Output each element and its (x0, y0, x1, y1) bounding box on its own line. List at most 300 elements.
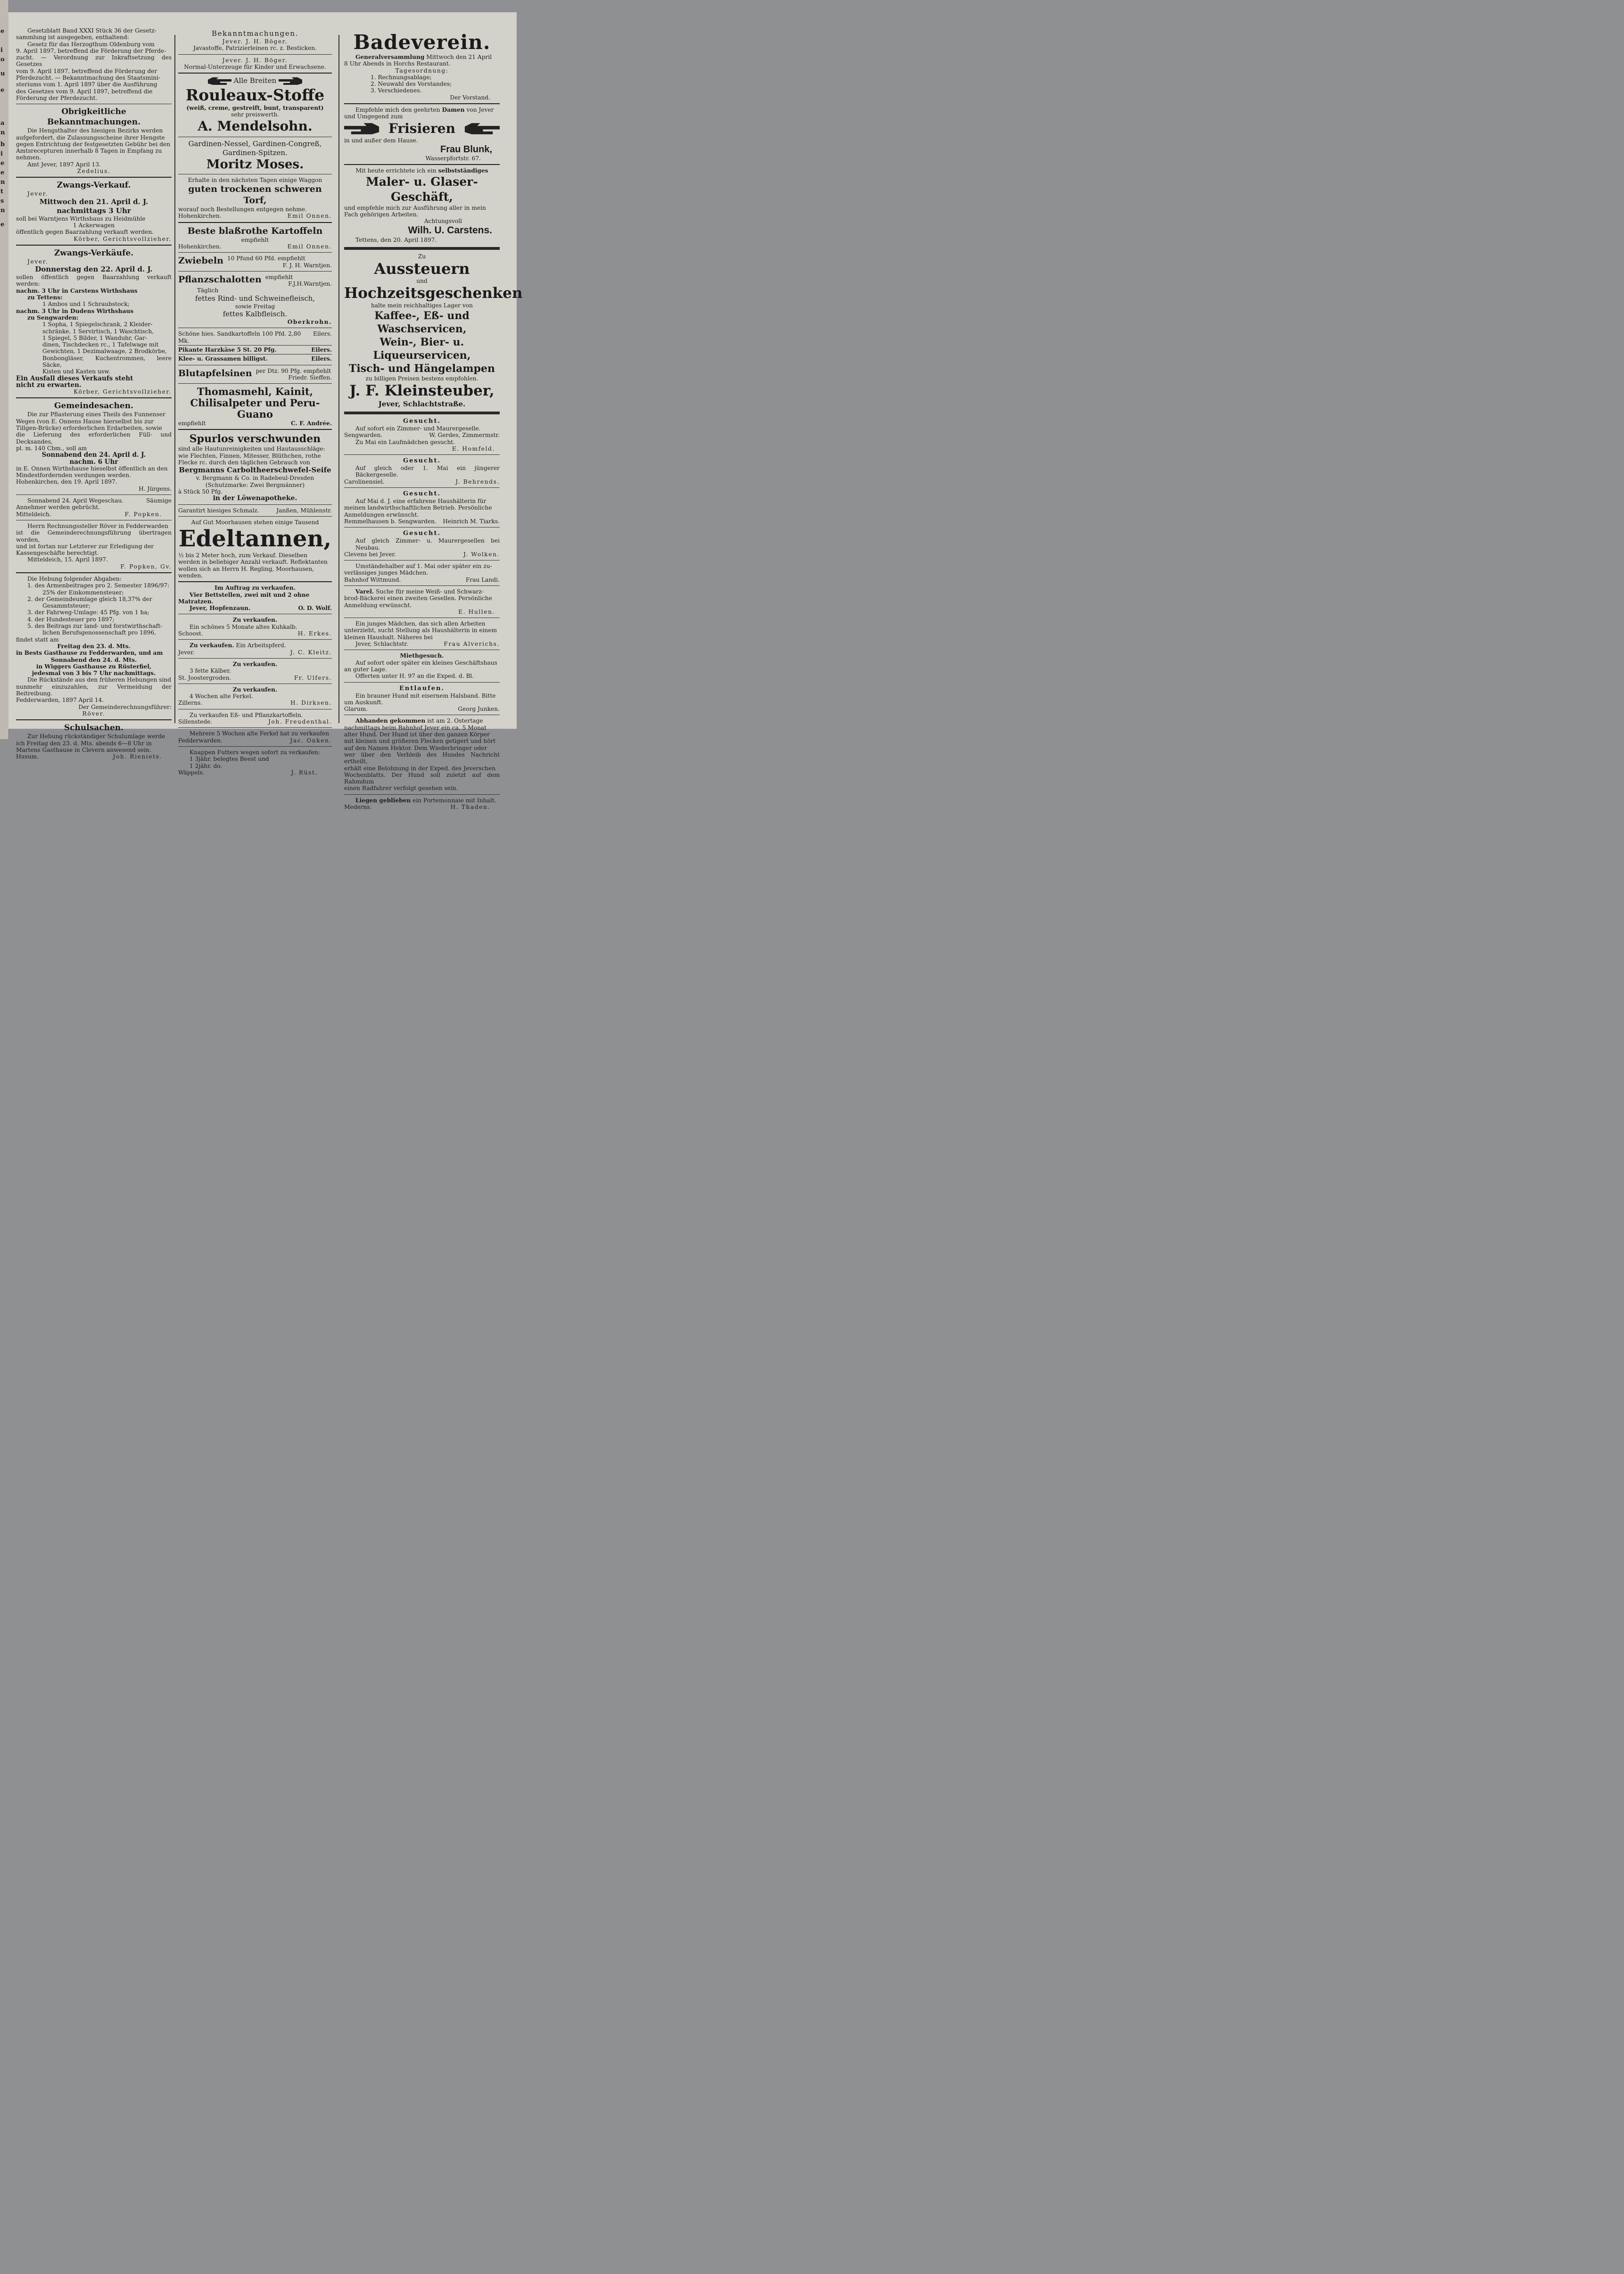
text-line: Die Hengsthalter des hiesigen Bezirks werden (27, 127, 163, 134)
text-line: sind alle Hautunreinigkeiten und Hautausschläge: (178, 445, 325, 453)
divider (16, 572, 172, 573)
ad-headline: Aussteuern (374, 260, 470, 278)
text-line: Garantirt hiesiges Schmalz. (178, 507, 259, 514)
signature: F. Popken. (124, 511, 162, 518)
signature: C. F. Andrée. (291, 420, 332, 427)
text-line: des Gesetzes vom 9. April 1897, betreffend die (16, 88, 153, 95)
bekanntmachungen-ad (178, 29, 332, 70)
badeverein-ad (344, 31, 500, 101)
place-date: Hohenkirchen, den 19. April 1897. (16, 478, 117, 486)
text-line: zu billigen Preisen bestens empfohlen. (365, 375, 478, 382)
ad-headline: Rouleaux-Stoffe (185, 86, 325, 105)
zwiebeln-ad (178, 255, 332, 269)
divider (344, 585, 500, 586)
text-line: 1 2jähr. do. (190, 762, 223, 769)
text-line: Mehrere 5 Wochen alte Ferkel hat zu verkaufen (190, 730, 330, 737)
text-line: an guter Lage. (344, 666, 387, 673)
signature: Joh. Freudenthal. (268, 718, 332, 725)
newspaper-page (8, 12, 523, 810)
text-line: nunmehr einzuzahlen, zur Vermeidung der Beitreibung. (16, 683, 172, 697)
signature: Eilers. (311, 346, 332, 353)
place: Clevens bei Jever. (344, 551, 396, 558)
section-title: Zu verkaufen. (190, 642, 234, 649)
place: Bahnhof Wittmund. (344, 576, 401, 583)
pointing-hand-icon (206, 76, 231, 86)
maedchen-ad (344, 620, 500, 647)
text-line: dinen, Tischdecken rc., 1 Tafelwage mit (42, 341, 159, 348)
text-line: findet statt am (16, 636, 59, 643)
divider (16, 494, 172, 495)
section-title: Obrigkeitliche Bekanntmachungen. (47, 107, 140, 127)
seife-ad (178, 432, 332, 502)
text-line: wollen sich an Herrn H. Regling, Moorhausen, (178, 565, 314, 572)
section-title: Gesucht. (403, 490, 441, 498)
text-line: in der Löwenapotheke. (213, 494, 297, 503)
umstaende-ad (344, 563, 500, 583)
list-item: 3. Verschiedenes. (371, 87, 422, 94)
place: Carolinensiel. (344, 478, 385, 485)
margin-letter: o (0, 56, 5, 63)
text-line: und (416, 278, 428, 285)
place: Schoost. (178, 630, 203, 637)
signature: Frau Landi. (465, 576, 500, 583)
text-line: Herrn Rechnungssteller Röver in Fedderwarden (27, 522, 168, 529)
varel-ad (344, 588, 500, 615)
fleisch-ad (178, 287, 332, 325)
text-line: Alle Breiten (233, 76, 277, 85)
text-line: Auf gleich Zimmer- u. Maurergesellen bei Neubau. (355, 537, 500, 551)
text-line: Die Hebung folgender Abgaben: (27, 576, 122, 582)
margin-letter: a (0, 120, 5, 127)
text-line: Tillgen-Brücke) erforderlichen Erdarbeiten, sowie (16, 425, 162, 432)
text-line: wer über den Verbleib des Hundes Nachricht ertheilt, (344, 751, 500, 765)
text-line: Ein Ausfall dieses Verkaufs steht (16, 374, 133, 382)
margin-letter: e (0, 169, 5, 176)
place-date: Mitteldeich, 15. April 1897. (27, 556, 108, 563)
text-line: fettes Rind- und Schweinefleisch, (195, 294, 315, 303)
text-line: Annehmer werden gebrücht. (16, 504, 100, 511)
text-line: 3 fette Kälber. (190, 667, 231, 675)
text-line: empfiehlt (265, 273, 293, 280)
text-line: Weges (von E. Onnens Hause hierselbst bis zur (16, 418, 154, 425)
place: Hohenkirchen. (178, 243, 222, 250)
text-line: Auf gleich oder 1. Mai ein jüngerer Bäckergeselle. (355, 465, 500, 478)
text-line: 3. der Fahrweg-Umlage: 45 Pfg. von 1 ha; (27, 609, 149, 616)
text-line: erhält eine Belohnung in der Exped. des Jeverschen (344, 765, 496, 772)
firm-name: Moritz Moses. (206, 157, 304, 172)
divider (178, 73, 332, 74)
gardinen-ad (178, 140, 332, 172)
text-line: Anmeldung erwünscht. (344, 601, 412, 609)
text-line: Fach gehörigen Arbeiten. (344, 211, 419, 218)
place: Jever. (178, 649, 195, 656)
divider (178, 639, 332, 640)
signature: Heinrich M. Tiarks. (443, 518, 500, 525)
section-title: Zu verkaufen. (232, 617, 278, 624)
zwangsverkauf-2 (16, 248, 172, 395)
section-title: Zu verkaufen. (232, 686, 278, 693)
text-line: Tagesordnung: (395, 67, 449, 74)
text-line: Der Gemeinderechnungsführer: (78, 703, 172, 710)
text-line: Sonnabend den 24. April d. J. (41, 451, 146, 459)
text-line: nachm. 3 Uhr in Carstens Wirthshaus (16, 287, 138, 294)
text-line: kleinen Haushalt. Näheres bei (344, 634, 433, 641)
text-line: Kisten und Kasten usw. (42, 368, 110, 375)
text-line: Achtungsvoll (424, 218, 462, 225)
text-line: Die Rückstände aus den früheren Hebungen sind (27, 676, 172, 684)
text-line: Jever. J. H. Böger. (222, 38, 288, 45)
text-line: 9. April 1897, betreffend die Förderung der Pferde- (16, 47, 166, 54)
section-title: Zwangs-Verkäufe. (54, 248, 134, 258)
divider (178, 746, 332, 747)
signature: Friedr. Sieffen. (288, 374, 332, 381)
text-line: Offerten unter H. 97 an die Exped. d. Bl. (355, 673, 474, 680)
divider (178, 54, 332, 55)
text-line: Zur Hebung rückständiger Schulumlage werde (27, 733, 165, 740)
text-line: Gesetz für das Herzogthum Oldenburg vom (27, 41, 155, 48)
list-item: 1. Rechnungsablage; (371, 74, 432, 81)
signature: Fr. Ulfers. (294, 674, 332, 681)
text-line: Gewichten, 1 Dezimalwaage, 2 Brodkörbe, (42, 348, 167, 355)
section-title: Gesucht. (403, 417, 441, 425)
signature: H. Dirksen. (290, 700, 332, 707)
text-line: schränke, 1 Servirtisch, 1 Waschtisch, (42, 328, 154, 335)
gesucht-2 (344, 457, 500, 485)
place: Remmelhausen b. Sengwarden. (344, 518, 437, 525)
margin-letter: n (0, 129, 5, 136)
text-line: Klee- u. Grassamen billigst. (178, 355, 268, 363)
signature: Frau Alverichs. (444, 641, 500, 648)
text-line: zucht. — Verordnung zur Inkraftsetzung des Gesetzes (16, 54, 172, 68)
text-line: Empfehle mich den geehrten (355, 107, 440, 114)
text-line: verlässiges junges Mädchen. (344, 569, 429, 577)
text-line: 1 Ackerwagen (73, 222, 115, 229)
section-title: Gemeindesachen. (54, 401, 134, 411)
kuhkalb-ad (178, 617, 332, 637)
margin-letter: u (0, 70, 5, 77)
text-line: sollen öffentlich gegen Baarzahlung verkauft werden: (16, 274, 172, 288)
auction-date: Donnerstag den 22. April d. J. (35, 265, 153, 274)
text-line: Freitag den 23. d. Mts. (57, 643, 131, 650)
text-line: Auf sofort ein Zimmer- und Maurergeselle. (355, 425, 481, 432)
text-line: fettes Kalbfleisch. (223, 310, 288, 319)
text-line: in und außer dem Hause. (344, 137, 418, 144)
text-line: Matratzen. (178, 598, 214, 605)
text-line: Gardinen-Spitzen. (223, 148, 288, 157)
signature: H. Jürgens. (139, 485, 172, 492)
adjacent-page-edge (0, 0, 9, 739)
divider (178, 271, 332, 272)
text-line: Amtsrecepturen innerhalb 8 Tagen in Empfang zu (16, 148, 162, 155)
list-item: 2. Neuwahl des Vorstandes; (371, 81, 452, 88)
entlaufen-ad (344, 685, 500, 713)
place: Sengwarden. (344, 432, 383, 439)
place: Mederns. (344, 804, 372, 810)
text-line: Pferdezucht. — Bekanntmachung des Staatsmini- (16, 74, 161, 82)
text-line: und Umgegend zum (344, 113, 403, 120)
futter-ad (178, 749, 332, 776)
signature: Janßen, Mühlenstr. (276, 507, 332, 514)
text-line: mit kleinen und größeren Flecken getigert und hört (344, 738, 496, 745)
place: Jever. (27, 258, 49, 265)
place: Jever, Hopfenzaun. (190, 605, 251, 612)
pointing-hand-icon (462, 122, 500, 136)
kartoffel-ad (178, 225, 332, 250)
text-line: Normal-Unterzeuge für Kinder und Erwachsene. (184, 63, 326, 70)
text-line: und ist fortan nur Letzterer zur Erledigung der (16, 543, 154, 550)
divider (178, 727, 332, 728)
divider (178, 429, 332, 430)
pointing-hand-icon (279, 76, 304, 86)
signature: O. D. Wolf. (298, 605, 332, 612)
ferkel-ad (178, 686, 332, 707)
text-line: Abhanden gekommen (355, 717, 426, 725)
eilers-ads (178, 330, 332, 362)
text-line: Kaffee-, Eß- und Waschservicen, (374, 309, 470, 335)
schmalz-ad (178, 507, 332, 514)
section-title: Zwangs-Verkauf. (57, 181, 131, 190)
signature: Jac. Onken. (290, 737, 332, 744)
text-line: Zu (418, 253, 426, 260)
text-line: ½ bis 2 Meter hoch, zum Verkauf. Dieselben (178, 552, 308, 559)
margin-letter: b (0, 141, 5, 148)
text-line: Zu Mai ein Laufmädchen gesucht. (355, 438, 455, 445)
ad-headline: Thomasmehl, Kainit, (197, 386, 313, 398)
text-line: Auf Mai d. J. eine erfahrene Haushälterin für (355, 498, 486, 505)
column-rule (174, 35, 175, 723)
signature: Der Vorstand. (450, 94, 490, 101)
place: Hohenkirchen. (178, 213, 222, 220)
text-line: Damen (440, 107, 465, 114)
text-line: empfiehlt (178, 420, 206, 427)
text-line: auf den Namen Hektor. Dem Wiederbringer oder (344, 744, 487, 751)
text-line: 1. des Armenbeitrages pro 2. Semester 1896/97: (27, 582, 170, 589)
text-line: Mittwoch den 21 April (424, 54, 492, 60)
text-line: sammlung ist ausgegeben, enthaltend: (16, 34, 129, 41)
text-line: 1 3jähr. belegtes Beest und (190, 756, 269, 763)
margin-letter: e (0, 28, 5, 35)
text-line: 4 Wochen alte Ferkel. (190, 693, 253, 700)
signature: J. C. Kleitz. (290, 649, 332, 656)
column-rule (338, 35, 339, 723)
signature: Joh. Rieniets. (113, 753, 162, 760)
text-line: Wochenblatts. Der Hund soll zuletzt auf dem Rahmdum (344, 771, 500, 785)
ad-headline: Frisieren (388, 120, 455, 136)
text-line: Gesetzblatt Band XXXI Stück 36 der Gesetz- (27, 27, 157, 34)
text-line: Bonbongläser, Kuchentrommen, leere Säcke, (42, 354, 172, 368)
auction-date: Mittwoch den 21. April d. J. (39, 197, 148, 206)
text-line: Javastoffe, Patrizierleinen rc. z. Besticken. (193, 45, 317, 52)
pflanz-ad (178, 274, 332, 288)
gesetzblatt-notice (16, 27, 172, 101)
text-line: Knappen Futters wegen sofort zu verkaufen: (190, 749, 320, 756)
signature: Emil Onnen. (287, 243, 332, 250)
text-line: Pikante Harzkäse 5 St. 20 Pfg. (178, 346, 277, 353)
text-line: Säumige (146, 497, 172, 504)
text-line: um Auskunft. (344, 699, 383, 706)
signature: Körber, Gerichtsvollzieher. (74, 388, 172, 395)
auction-time: nachmittags 3 Uhr (57, 206, 131, 215)
column-1 (16, 27, 172, 760)
signature: Röver. (82, 710, 106, 717)
place-date: Fedderwarden, 1897 April 14. (16, 697, 104, 704)
divider (344, 412, 500, 414)
section-title: Bekanntmachungen. (212, 29, 298, 38)
schulsachen-section (16, 723, 172, 760)
gesucht-1 (344, 418, 500, 452)
place: St. Joostergroden. (178, 674, 231, 681)
margin-letter: t (0, 188, 4, 195)
text-line: 2. der Gemeindeumlage gleich 18,37% der (27, 595, 152, 602)
text-line: Schöne hies. Sandkartoffeln 100 Pfd. 2,80 Mk. (178, 330, 301, 344)
edeltannen-ad (178, 519, 332, 579)
text-line: Tisch- und Hängelampen (348, 362, 495, 375)
signature: F. J. H. Warntjen. (282, 262, 332, 269)
text-line: Martens Gasthause in Clevern anwesend sein. (16, 746, 151, 753)
signature: J. Rüst. (291, 769, 318, 776)
ad-headline: Pflanzschalotten (178, 274, 262, 285)
text-line: meinen landwirthschaftlichen Betrieb. Persönliche (344, 504, 492, 511)
text-line: alter Hund. Der Hund ist über den ganzen Körper (344, 731, 490, 738)
ad-headline: Beste blaßrothe Kartoffeln (187, 225, 323, 236)
text-line: steriums vom 1. April 1897 über die Ausführung (16, 81, 157, 88)
place: Glarum. (344, 706, 368, 713)
text-line: die Lieferung des erforderlichen Füll- und Decksandes, (16, 431, 172, 445)
text-line: ich Freitag den 23. d. Mts. abends 6—8 Uhr in (16, 740, 152, 747)
text-line: à Stück 50 Pfg. (178, 488, 223, 495)
divider (16, 245, 172, 246)
text-line: zu Sengwarden: (27, 314, 79, 321)
text-line: jedesmal von 3 bis 7 Uhr nachmittags. (32, 670, 156, 677)
signature: E. Hullen. (458, 608, 495, 615)
signature: Eilers. (313, 330, 332, 338)
margin-letter: n (0, 207, 5, 214)
column-2 (178, 29, 332, 776)
signature: Oberkrohn. (287, 319, 332, 326)
firm-name: J. F. Kleinsteuber, (349, 382, 495, 399)
text-line: Suche für meine Weiß- und Schwarz- (374, 588, 484, 595)
ad-headline: Edeltannen, (178, 526, 332, 552)
signature: Körber, Gerichtsvollzieher. (74, 235, 172, 242)
text-line: nachmittags beim Bahnhof Jever ein ca. 5 Monat (344, 724, 487, 731)
text-line: per Dtz. 90 Pfg. empfiehlt (256, 367, 331, 374)
text-line: sehr preiswerth. (231, 111, 280, 118)
text-line: Sonnabend 24. April Wegeschau. (27, 497, 124, 504)
place-date: Amt Jever, 1897 April 13. (27, 161, 101, 168)
text-line: 1 Sopha, 1 Spiegelschrank, 2 Kleider- (42, 321, 153, 328)
text-line: wie Flechten, Finnen, Mitesser, Blüthchen, rothe (178, 452, 321, 459)
wegeschau-notice (16, 497, 172, 518)
margin-letter: i (0, 47, 3, 54)
maler-ad (344, 167, 500, 243)
text-line: Förderung der Pferdezucht. (16, 94, 98, 101)
text-line: Liegen geblieben (355, 797, 411, 804)
margin-letter: n (0, 179, 5, 186)
signature: Zedelius. (77, 168, 111, 175)
text-line: selbstständiges (436, 167, 488, 174)
signature: Emil Onnen. (287, 213, 332, 220)
text-line: vom 9. April 1897, betreffend die Förderung der (16, 67, 157, 74)
divider (344, 794, 500, 795)
obrigkeit-section (16, 107, 172, 174)
blutapfelsinen-ad (178, 368, 332, 381)
text-line: Auf Gut Moorhausen stehen einige Tausend (191, 519, 319, 526)
divider (178, 252, 332, 253)
gesucht-4 (344, 530, 500, 558)
text-line: Anmeldungen erwünscht. (344, 511, 419, 518)
signature: H. Erkes. (297, 630, 332, 637)
text-line: 25% der Einkommensteuer; (42, 589, 124, 596)
place: Wäppels. (178, 769, 205, 776)
text-line: einen Radfahrer verfolgt gesehen sein. (344, 785, 458, 792)
signature: F. Popken, Gv. (120, 563, 172, 570)
signature: W. Gerdes, Zimmermstr. (429, 432, 500, 439)
ad-headline: Blutapfelsinen (178, 368, 252, 379)
text-line: Täglich (197, 287, 219, 294)
place: Jever, Schlachtstr. (355, 641, 408, 648)
text-line: ein Portemonnaie mit Inhalt. (411, 797, 496, 804)
text-line: Auf sofort oder später ein kleines Geschäftshaus (355, 659, 497, 666)
text-line: in Bests Gasthause zu Fedderwarden, und am (16, 650, 163, 657)
text-line: und empfehle mich zur Ausführung aller in mein (344, 204, 486, 211)
aussteuer-ad (344, 253, 523, 408)
text-line: Zu verkaufen Eß- und Pflanzkartoffeln. (190, 711, 303, 718)
signature: J. Behrends. (455, 478, 500, 485)
text-line: Ein junges Mädchen, das sich allen Arbeiten (355, 620, 486, 627)
text-line: in Wiggers Gasthause zu Rüsterfiel, (36, 663, 152, 670)
text-line: unterzieht, sucht Stellung als Haushälterin in einem (344, 627, 497, 634)
place: Varel. (355, 588, 374, 595)
place: Husum. (16, 753, 39, 760)
text-line: ist am 2. Ostertage (425, 717, 483, 725)
text-line: Vier Bettstellen, zwei mit und 2 ohne (190, 591, 310, 598)
text-line: Mindestfordernden verdungen werden. (16, 472, 131, 479)
divider (178, 222, 332, 223)
thomasmehl-ad (178, 386, 332, 427)
margin-letter: e (0, 87, 5, 94)
ad-headline: Spurlos verschwunden (189, 433, 321, 445)
divider (344, 487, 500, 488)
text-line: 5. des Beitrags zur land- und forstwirthschaft- (27, 623, 163, 630)
text-line: Sonnabend den 24. d. Mts. (50, 656, 137, 663)
divider (178, 504, 332, 505)
text-line: Die zur Pflasterung eines Theils des Funnenser (27, 411, 165, 418)
text-line: lichen Berufsgenossenschaft pro 1896, (42, 629, 156, 636)
text-line: worauf noch Bestellungen entgegen nehme. (178, 206, 307, 213)
liegen-geblieben-ad (344, 797, 500, 811)
text-line: Kassengeschäfte berechtigt. (16, 550, 99, 557)
margin-letter: i (0, 150, 3, 157)
signature: Eilers. (311, 355, 332, 363)
place: Jever. (27, 190, 49, 198)
place: Zillerns. (178, 700, 203, 707)
section-title: Gesucht. (403, 457, 441, 465)
text-line: nachm. 3 Uhr in Dudens Wirthshaus (16, 307, 134, 314)
abhanden-ad (344, 717, 500, 791)
text-line: (weiß, creme, gestreift, bunt, transparent) (186, 105, 324, 112)
text-line: 4. der Hundesteuer pro 1897; (27, 616, 115, 623)
section-title: Schulsachen. (64, 723, 124, 733)
address: Wasserpfortstr. 67. (425, 155, 481, 162)
text-line: zu Tettens: (27, 294, 63, 301)
signature: H. Thaden. (450, 804, 490, 810)
text-line: von Jever (464, 107, 494, 114)
divider (16, 397, 172, 398)
text-line: 8 Uhr Abends in Horchs Restaurant. (344, 60, 451, 67)
signature: J. Wolken. (463, 551, 500, 558)
text-line: nicht zu erwarten. (16, 381, 82, 389)
text-line: (Schutzmarke: Zwei Bergmänner) (205, 481, 305, 488)
